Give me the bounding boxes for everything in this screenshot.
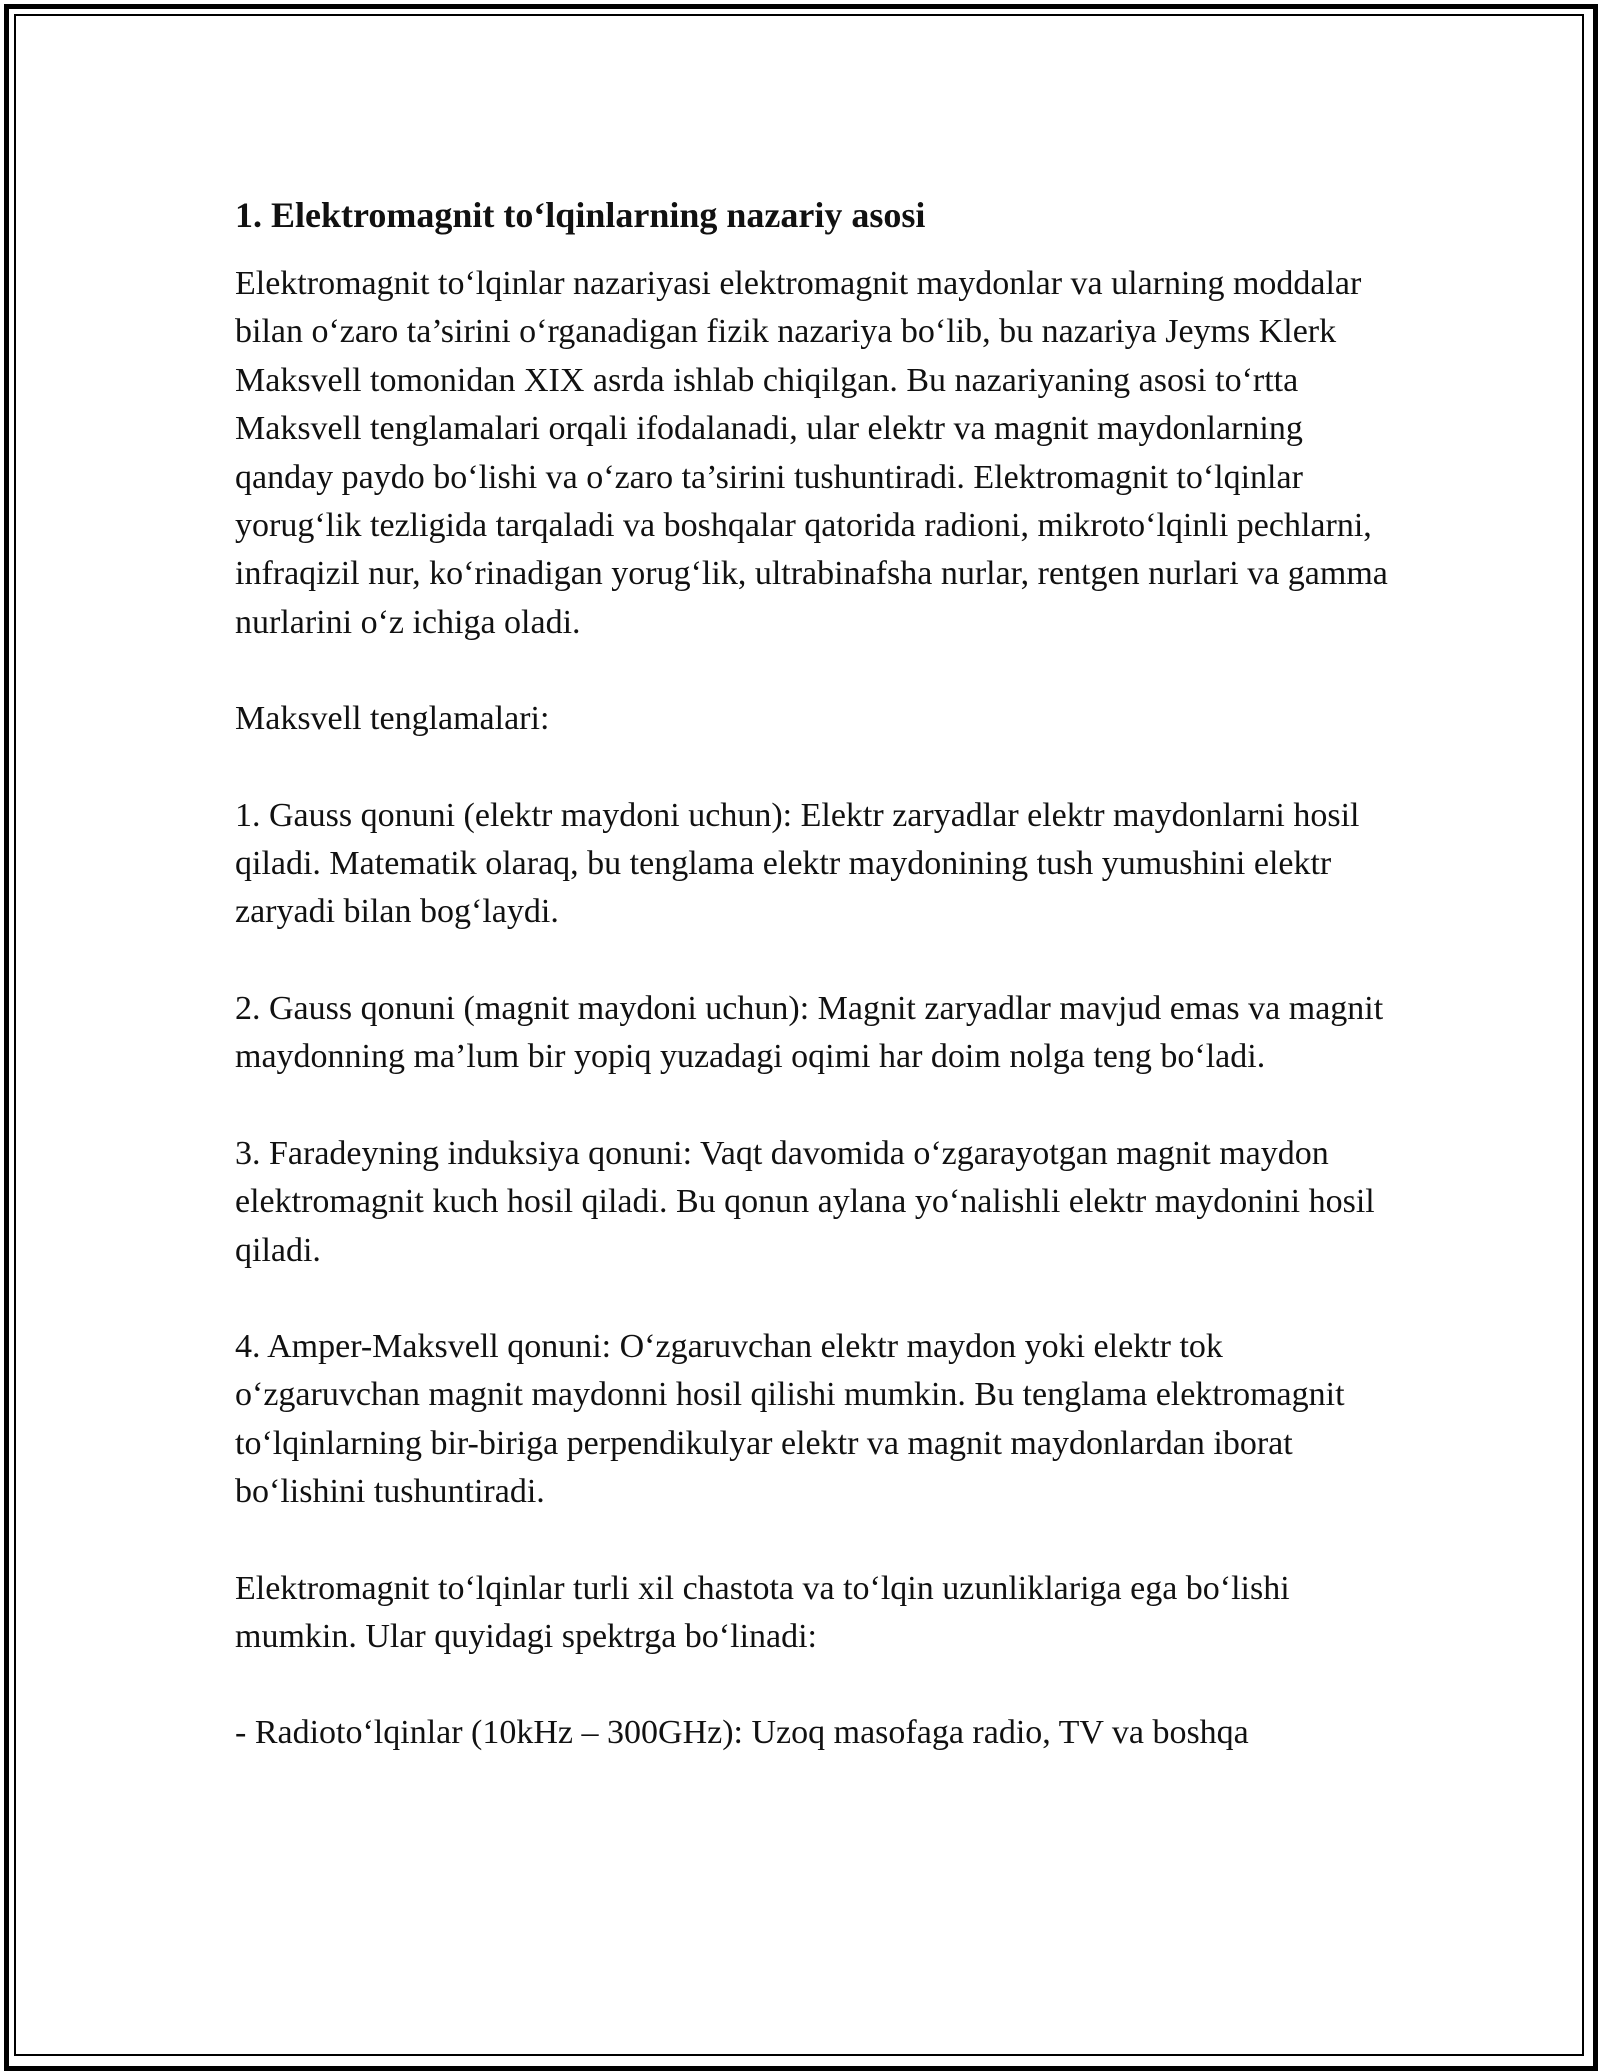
document-body: [235, 190, 1395, 1758]
spectrum-intro-paragraph: Elektromagnit to‘lqinlar turli xil chastota va to‘lqin uzunliklariga ega bo‘lishi mumkin. Ular quyidagi spektrga bo‘linadi:: [235, 1569, 1290, 1655]
intro-paragraph: Elektromagnit to‘lqinlar nazariyasi elektromagnit maydonlar va ularning moddalar bilan o‘zaro ta’sirini o‘rganadigan fizik nazariya bo‘lib, bu nazariya Jeyms Klerk Maksvell tomonidan XIX asrda ishlab chiqilgan. Bu nazariyaning asosi to‘rtta Maksvell tenglamalari orqali ifodalanadi, ular elektr va magnit maydonlarning qanday paydo bo‘lishi va o‘zaro ta’sirini tushuntiradi. Elektromagnit to‘lqinlar yorug‘lik tezligida tarqaladi va boshqalar qatorida radioni, mikroto‘lqinli pechlarni, infraqizil nur, ko‘rinadigan yorug‘lik, ultrabinafsha nurlar, rentgen nurlari va gamma nurlarini o‘z ichiga oladi.: [235, 265, 1388, 641]
equation-item-gauss-magnetic: 2. Gauss qonuni (magnit maydoni uchun): Magnit zaryadlar mavjud emas va magnit maydonning ma’lum bir yopiq yuzadagi oqimi har doim nolga teng bo‘ladi.: [235, 989, 1384, 1076]
section-heading: 1. Elektromagnit to‘lqinlarning nazariy asosi: [235, 195, 926, 235]
equation-item-faraday: 3. Faradeyning induksiya qonuni: Vaqt davomida o‘zgarayotgan magnit maydon elektromagnit kuch hosil qiladi. Bu qonun aylana yo‘nalishli elektr maydonini hosil qiladi.: [235, 1134, 1375, 1269]
equation-item-ampere-maxwell: 4. Amper-Maksvell qonuni: O‘zgaruvchan elektr maydon yoki elektr tok o‘zgaruvchan magnit maydonni hosil qilishi mumkin. Bu tenglama elektromagnit to‘lqinlarning bir-biriga perpendikulyar elektr va magnit maydonlardan iborat bo‘lishini tushuntiradi.: [235, 1327, 1345, 1511]
equation-item-gauss-electric: 1. Gauss qonuni (elektr maydoni uchun): Elektr zaryadlar elektr maydonlarni hosil qiladi. Matematik olaraq, bu tenglama elektr maydonining tush yumushini elektr zaryadi bilan bog‘laydi.: [235, 796, 1360, 931]
spectrum-item-radio: - Radioto‘lqinlar (10kHz – 300GHz): Uzoq masofaga radio, TV va boshqa: [235, 1714, 1249, 1752]
equations-title: Maksvell tenglamalari:: [235, 700, 550, 738]
